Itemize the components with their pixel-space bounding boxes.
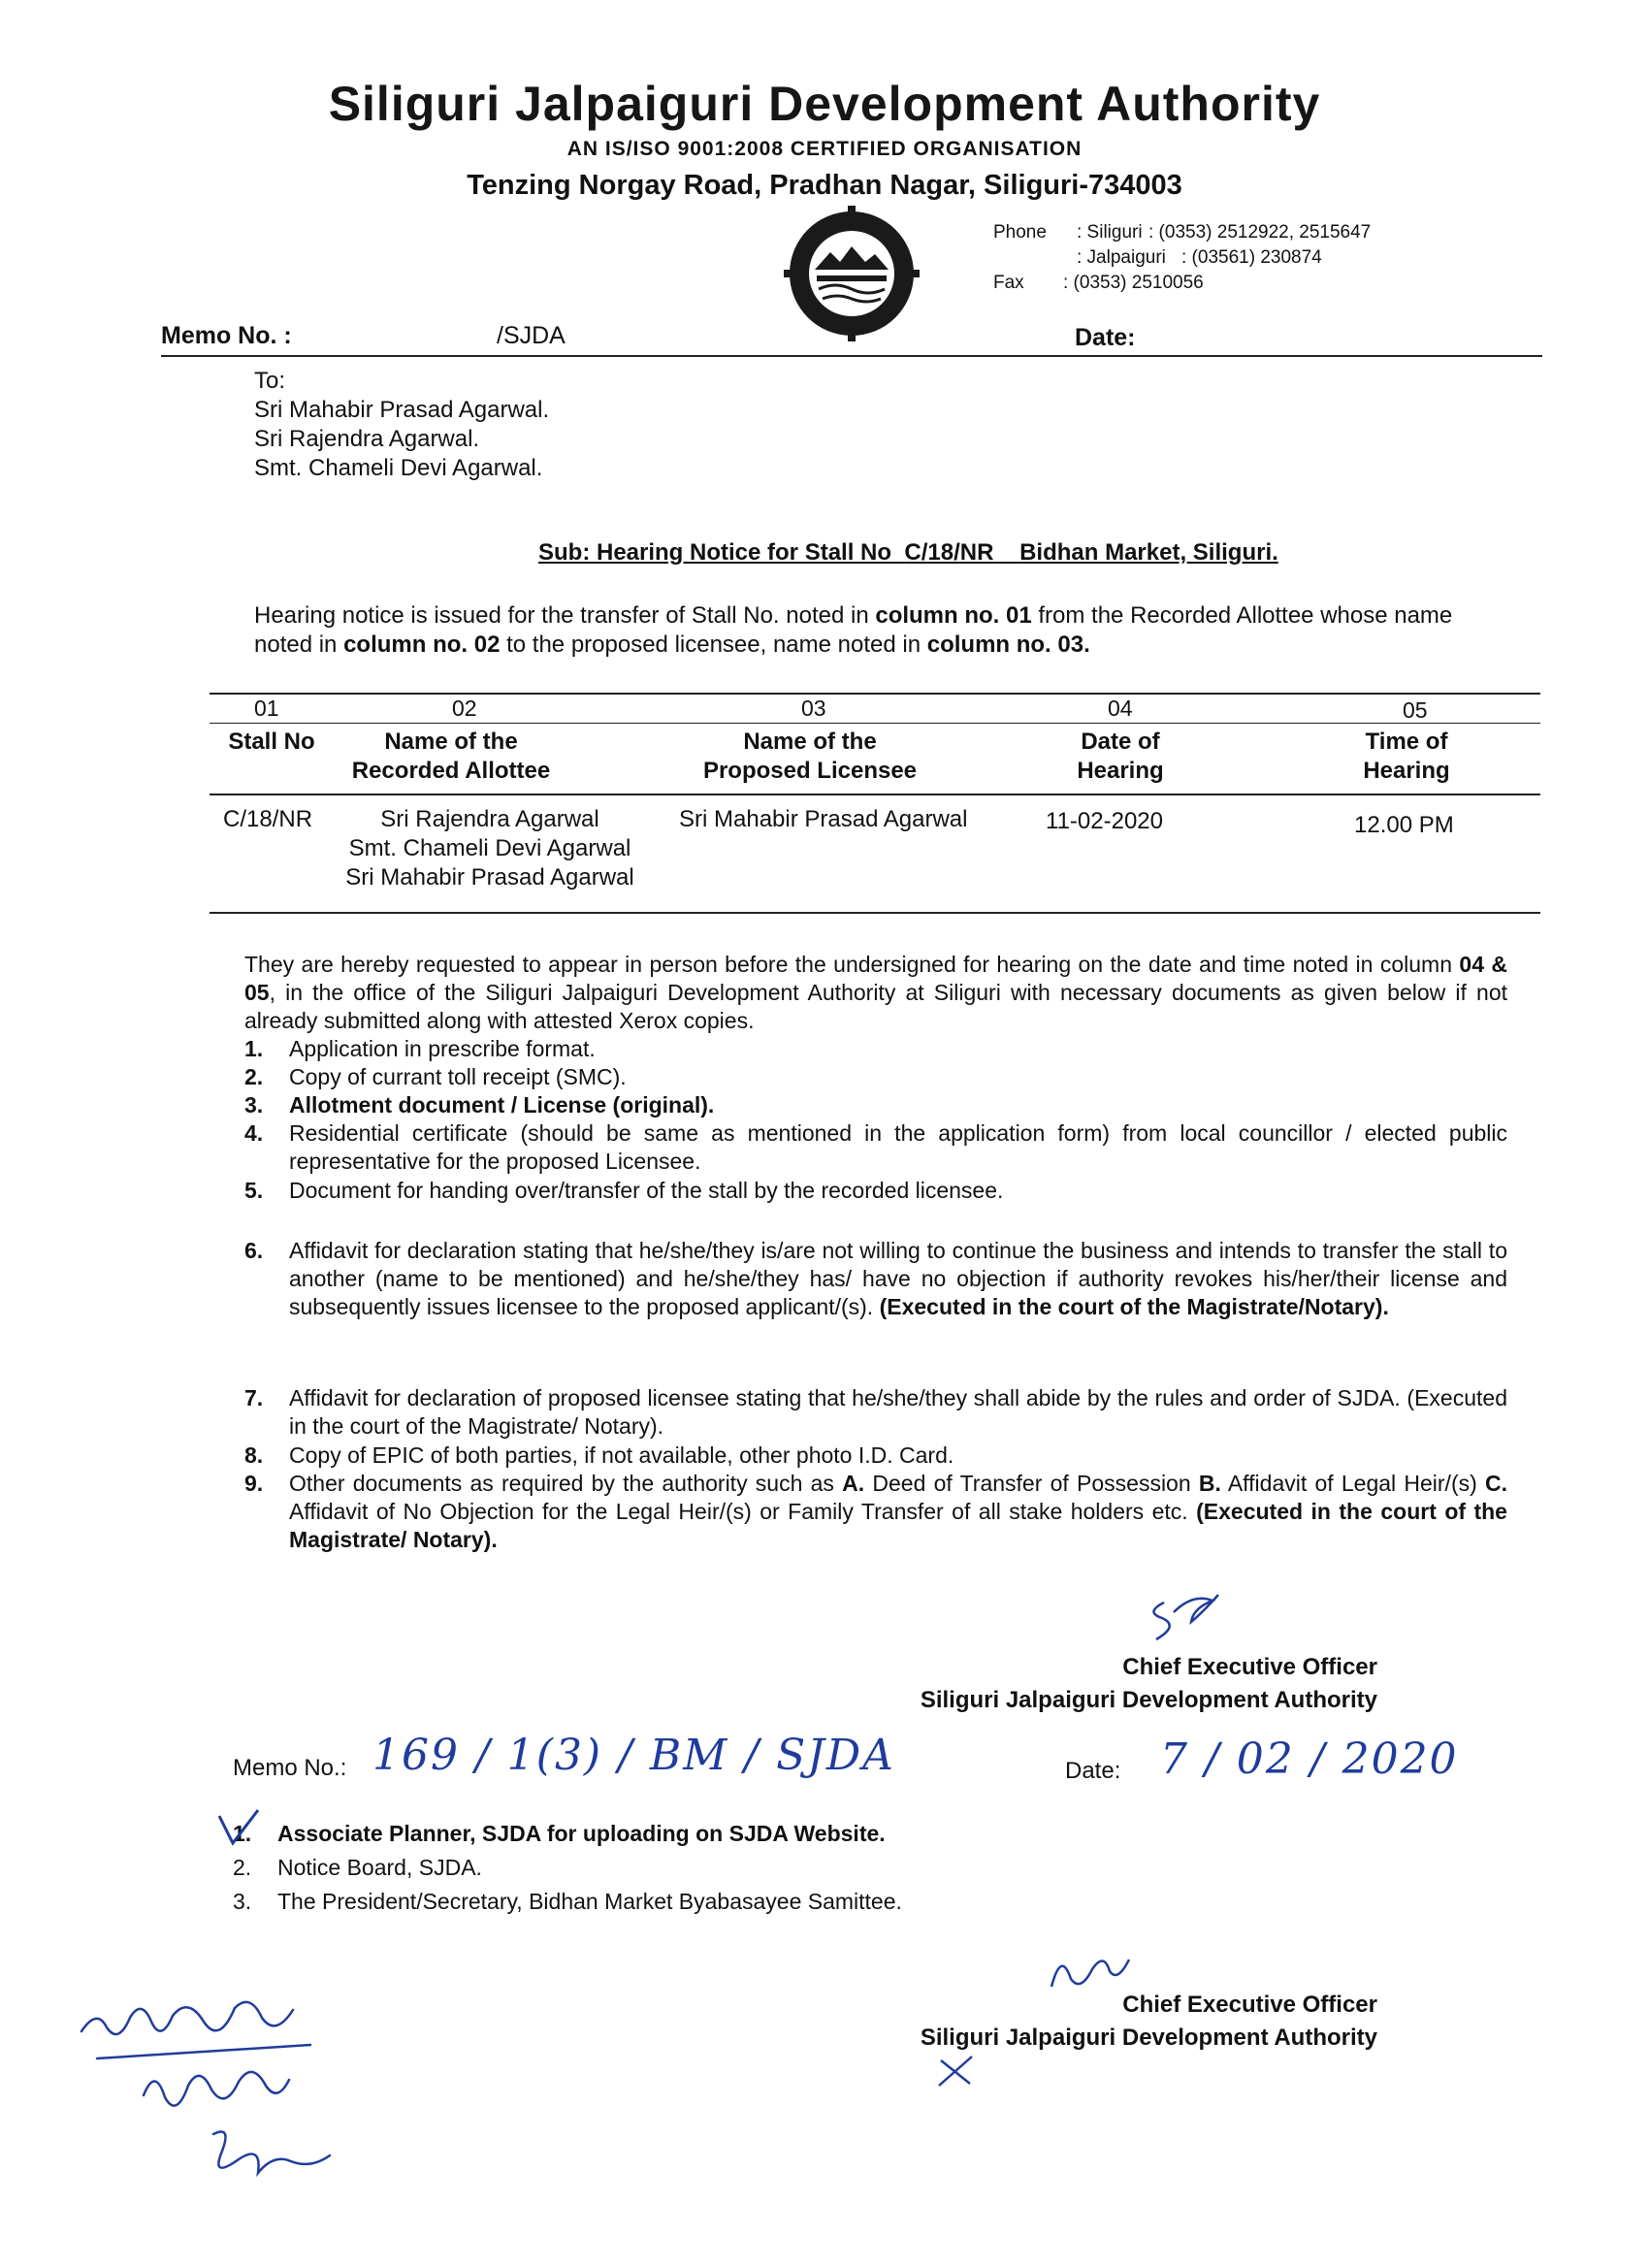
column-number: 01 (254, 696, 279, 721)
document-item (244, 1091, 1507, 1119)
subject-stall: C/18/NR (904, 539, 994, 566)
item-text (289, 1237, 1507, 1321)
item-number: 2. (244, 1064, 264, 1089)
column-number: 03 (801, 696, 826, 721)
star-mark-icon (931, 2047, 980, 2095)
item-number: 7. (244, 1385, 264, 1410)
item-text: Application in prescribe format. (289, 1036, 596, 1061)
item-text: Document for handing over/transfer of the stall by the recorded licensee. (289, 1178, 1004, 1203)
phone-jalpaiguri-label: : Jalpaiguri (1077, 247, 1166, 268)
memo-date-label: Date: (1065, 1758, 1121, 1784)
memo-label: Memo No. : (161, 322, 292, 349)
recipient-name: Sri Rajendra Agarwal. (254, 426, 480, 452)
header-time-of-hearing: Time of Hearing (1363, 729, 1450, 784)
to-label: To: (254, 368, 286, 394)
recipient-name: Sri Mahabir Prasad Agarwal. (254, 397, 550, 423)
request-text: They are hereby requested to appear in person before the undersigned for hearing on the date and time noted in column (244, 952, 1460, 977)
signatory-title: Chief Executive Officer (1122, 1654, 1377, 1680)
phone-label: Phone (993, 222, 1047, 243)
allottee-name: Smt. Chameli Devi Agarwal (348, 835, 631, 861)
item-body: Affidavit of No Objection for the Legal Heir/(s) or Family Transfer of all stake holders etc. (289, 1499, 1197, 1524)
header-recorded-allottee: Name of the Recorded Allottee (351, 729, 551, 784)
table-top-rule (210, 693, 1540, 695)
subject-end: . (1272, 539, 1278, 566)
item-text: The President/Secretary, Bidhan Market Byabasayee Samittee. (277, 1889, 902, 1914)
intro-column-ref: column no. 03. (926, 632, 1090, 658)
memo-no-label: Memo No.: (233, 1755, 347, 1781)
item-text: Associate Planner, SJDA for uploading on SJDA Website. (277, 1821, 886, 1846)
cell-allottees (330, 805, 650, 892)
organisation-name: Siliguri Jalpaiguri Development Authority (328, 77, 1321, 131)
cell-hearing-time: 12.00 PM (1354, 812, 1454, 838)
signatory-org: Siliguri Jalpaiguri Development Authority (920, 1687, 1377, 1713)
cell-stall-no: C/18/NR (223, 806, 313, 832)
subject-market: Bidhan Market, Siliguri (1019, 539, 1273, 566)
intro-column-ref: column no. 02 (343, 632, 501, 658)
table-sub-rule (210, 723, 1540, 724)
item-body: Affidavit for declaration stating that he/she/they is/are not willing to continue the business and intends to transfer the stall to another (name to be mentioned) and he/she/they has/ have no objection if authority revokes his/her/their license and subsequently issues licensee to the proposed applicant/(s). (289, 1238, 1507, 1319)
item-number: 3. (244, 1092, 264, 1118)
item-number: 9. (244, 1471, 264, 1496)
intro-text: to the proposed licensee, name noted in (500, 632, 927, 658)
item-text: Allotment document / License (original). (289, 1092, 715, 1118)
column-number: 05 (1403, 697, 1428, 723)
document-item (244, 1119, 1507, 1176)
cell-hearing-date: 11-02-2020 (1046, 808, 1163, 834)
sjda-seal-logo (784, 206, 920, 341)
date-label: Date: (1075, 324, 1136, 351)
item-text: Notice Board, SJDA. (277, 1855, 482, 1880)
copy-to-item (233, 1889, 902, 1915)
header-rule (161, 355, 1542, 357)
header-proposed-licensee: Name of the Proposed Licensee (702, 729, 918, 784)
tick-mark-icon (215, 1806, 262, 1849)
address-line: Tenzing Norgay Road, Pradhan Nagar, Siliguri-734003 (467, 170, 1182, 201)
item-number: 1. (244, 1036, 264, 1061)
signatory-block (873, 1989, 1377, 2055)
intro-column-ref: column no. 01 (875, 602, 1032, 629)
table-header-rule (210, 794, 1540, 795)
item-number: 1. (233, 1821, 252, 1846)
certification-line: AN IS/ISO 9001:2008 CERTIFIED ORGANISATION (566, 138, 1083, 160)
item-body: Other documents as required by the authority such as (289, 1471, 843, 1496)
phone-jalpaiguri: : (03561) 230874 (1181, 247, 1322, 268)
memo-no-handwritten: 169 / 1(3) / BM / SJDA (372, 1731, 895, 1780)
signatory-title: Chief Executive Officer (1122, 1992, 1377, 2018)
copy-to-item (233, 1855, 482, 1881)
recipient-name: Smt. Chameli Devi Agarwal. (254, 455, 543, 481)
recipients-block (254, 367, 549, 483)
signatory-org: Siliguri Jalpaiguri Development Authority (920, 2025, 1377, 2051)
request-columns: 04 & 05 (244, 952, 1507, 1005)
signatory-block (873, 1651, 1377, 1717)
header-stall-no: Stall No (228, 729, 315, 755)
request-text: , in the office of the Siliguri Jalpaiguri Development Authority at Siliguri with necessary documents as given below if not already submitted along with attested Xerox copies. (244, 980, 1507, 1033)
item-number: 2. (233, 1855, 252, 1880)
document-item (244, 1442, 1507, 1470)
item-body: Deed of Transfer of Possession (864, 1471, 1199, 1496)
header-date-of-hearing: Date of Hearing (1077, 729, 1164, 784)
memo-date-handwritten: 7 / 02 / 2020 (1160, 1734, 1459, 1784)
fax-label: Fax (993, 273, 1024, 293)
memo-suffix: /SJDA (497, 322, 566, 349)
signature-mark (1135, 1583, 1251, 1651)
item-number: 3. (233, 1889, 252, 1914)
column-number: 04 (1108, 696, 1133, 721)
item-text: Copy of EPIC of both parties, if not available, other photo I.D. Card. (289, 1442, 954, 1468)
column-number: 02 (452, 696, 477, 721)
allottee-name: Sri Mahabir Prasad Agarwal (345, 864, 634, 891)
request-paragraph (244, 951, 1507, 1035)
intro-text: from the Recorded Allottee whose name noted in (254, 602, 1453, 658)
item-text: Affidavit for declaration of proposed licensee stating that he/she/they shall abide by the rules and order of SJDA. (Executed in the court of the Magistrate/ Notary). (289, 1385, 1507, 1439)
subject-prefix: Sub: Hearing Notice for Stall No (538, 539, 892, 566)
item-text (289, 1470, 1507, 1554)
document-item (244, 1063, 1507, 1091)
subject-line (538, 539, 1278, 567)
document-item (244, 1177, 1507, 1205)
item-text: Copy of currant toll receipt (SMC). (289, 1064, 627, 1089)
document-item (244, 1035, 1507, 1063)
item-bold-tail: (Executed in the court of the Magistrate/Notary). (879, 1294, 1389, 1319)
item-bold-tail: (Executed in the court of the Magistrate/ Notary). (289, 1499, 1507, 1552)
copy-to-item (233, 1821, 886, 1847)
item-number: 8. (244, 1442, 264, 1468)
document-item (244, 1237, 1507, 1321)
intro-text: Hearing notice is issued for the transfer of Stall No. noted in (254, 602, 876, 629)
intro-paragraph (254, 601, 1515, 660)
phone-siliguri-label: : Siliguri (1077, 222, 1143, 243)
item-body: Affidavit of Legal Heir/(s) (1220, 1471, 1485, 1496)
document-item (244, 1384, 1507, 1441)
item-letter: C. (1485, 1471, 1507, 1496)
item-text: Residential certificate (should be same as mentioned in the application form) from local councillor / elected public representative for the proposed Licensee. (289, 1120, 1507, 1174)
document-item (244, 1470, 1507, 1554)
item-number: 6. (244, 1238, 264, 1263)
item-letter: B. (1198, 1471, 1221, 1496)
item-letter: A. (842, 1471, 865, 1496)
handwritten-note (68, 1989, 388, 2221)
table-bottom-rule (210, 912, 1540, 914)
allottee-name: Sri Rajendra Agarwal (380, 806, 599, 832)
item-number: 5. (244, 1178, 264, 1203)
fax-number: : (0353) 2510056 (1063, 273, 1204, 293)
item-number: 4. (244, 1120, 264, 1146)
cell-licensee: Sri Mahabir Prasad Agarwal (679, 806, 968, 832)
phone-siliguri: : (0353) 2512922, 2515647 (1148, 222, 1372, 243)
